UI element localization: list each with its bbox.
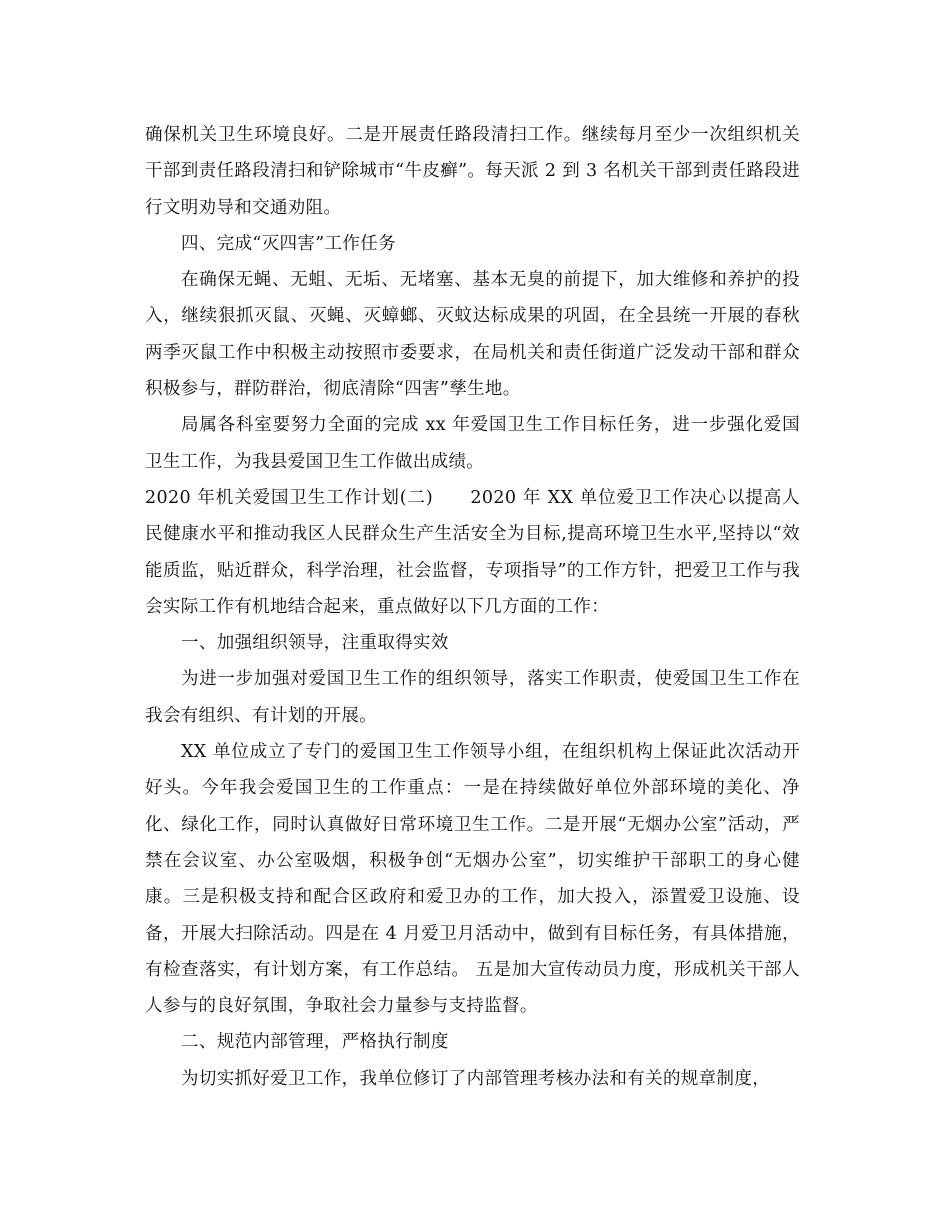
section-heading-1: 一、加强组织领导，注重取得实效 bbox=[181, 633, 449, 654]
section-heading-2: 二、规范内部管理，严格执行制度 bbox=[181, 1032, 449, 1053]
paragraph-7: 为进一步加强对爱国卫生工作的组织领导，落实工作职责，使爱国卫生工作在我会有组织、有计划的开展。 bbox=[145, 669, 800, 726]
plan-title-paragraph: 2020 年机关爱国卫生工作计划(二) 2020 年 XX 单位爱卫工作决心以提高人民健康水平和推动我区人民群众生产生活安全为目标,提高环境卫生水平,坚持以“效能质监，贴近群众，科学治理，社会监督，专项指导”的工作方针，把爱卫工作与我会实际工作有机地结合起来，重点做好以下几方面的工作： bbox=[145, 487, 800, 617]
paragraph-1: 确保机关卫生环境良好。二是开展责任路段清扫工作。继续每月至少一次组织机关干部到责任路段清扫和铲除城市“牛皮癣”。每天派 2 到 3 名机关干部到责任路段进行文明劝导和交通劝阻。 bbox=[145, 125, 800, 218]
document-body bbox=[145, 117, 800, 1097]
section-heading-4: 四、完成“灭四害”工作任务 bbox=[181, 233, 396, 254]
paragraph-10: 为切实抓好爱卫工作，我单位修订了内部管理考核办法和有关的规章制度， bbox=[181, 1068, 771, 1089]
paragraph-3: 在确保无蝇、无蛆、无垢、无堵塞、基本无臭的前提下，加大维修和养护的投入，继续狠抓灭鼠、灭蝇、灭蟑螂、灭蚊达标成果的巩固，在全县统一开展的春秋两季灭鼠工作中积极主动按照市委要求，在局机关和责任街道广泛发动干部和群众积极参与，群防群治，彻底清除“四害”孳生地。 bbox=[145, 270, 800, 400]
paragraph-8: XX 单位成立了专门的爱国卫生工作领导小组，在组织机构上保证此次活动开好头。今年我会爱国卫生的工作重点：一是在持续做好单位外部环境的美化、净化、绿化工作，同时认真做好日常环境卫生工作。二是开展“无烟办公室”活动，严禁在会议室、办公室吸烟，积极争创“无烟办公室”，切实维护干部职工的身心健康。三是积极支持和配合区政府和爱卫办的工作，加大投入，添置爱卫设施、设备，开展大扫除活动。四是在 4 月爱卫月活动中，做到有目标任务，有具体措施，有检查落实，有计划方案，有工作总结。 五是加大宣传动员力度，形成机关干部人人参与的良好氛围，争取社会力量参与支持监督。 bbox=[145, 742, 800, 1017]
paragraph-4: 局属各科室要努力全面的完成 xx 年爱国卫生工作目标任务，进一步强化爱国卫生工作，为我县爱国卫生工作做出成绩。 bbox=[145, 415, 800, 472]
